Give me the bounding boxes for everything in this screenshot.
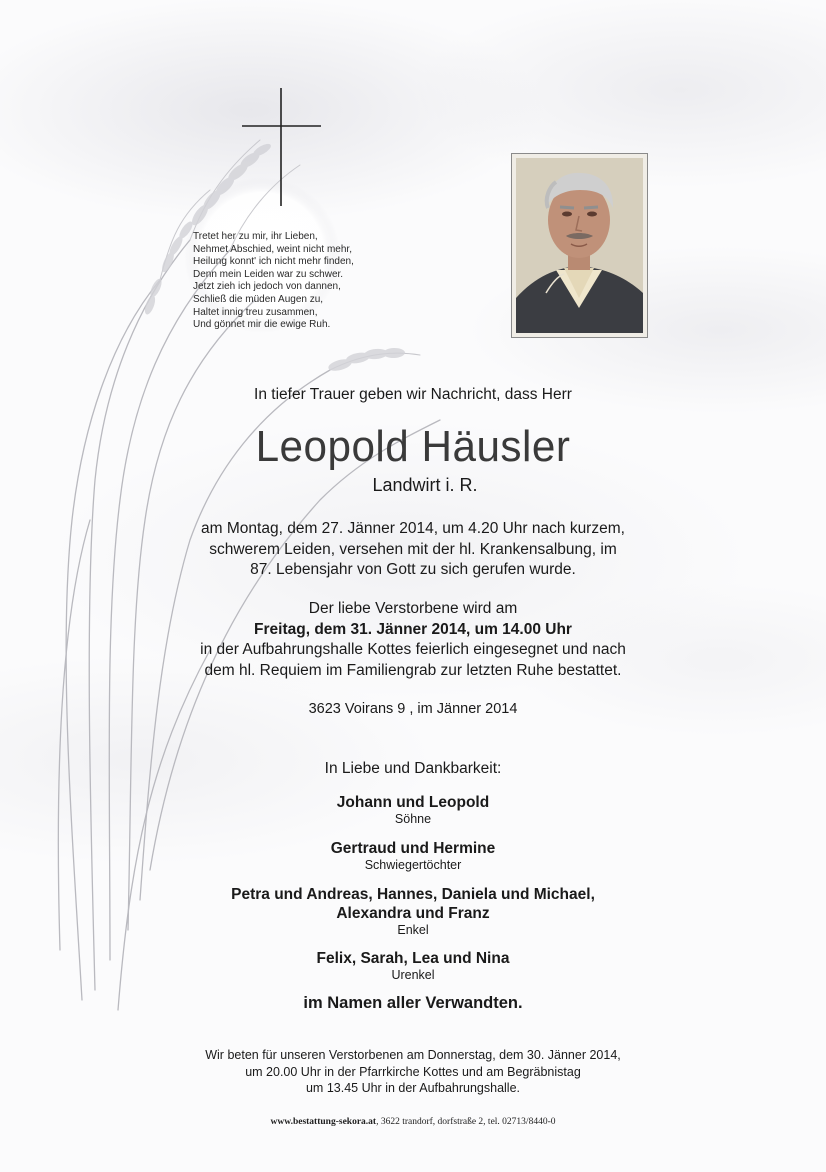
funeral-date: Freitag, dem 31. Jänner 2014, um 14.00 Uhr [254, 620, 572, 638]
family-group [0, 885, 826, 937]
family-relation: Söhne [394, 812, 432, 826]
prayer-notice [0, 1047, 826, 1097]
death-line: am Montag, dem 27. Jänner 2014, um 4.20 Uhr nach kurzem, [201, 520, 625, 537]
place-date: 3623 Voirans 9 , im Jänner 2014 [308, 701, 518, 717]
poem-line: Tretet her zu mir, ihr Lieben, [193, 231, 318, 242]
funeral-line-1: Der liebe Verstorbene wird am [308, 600, 518, 617]
intro-text: In tiefer Trauer geben wir Nachricht, dass Herr [254, 386, 572, 403]
footer-website[interactable]: www.bestattung-sekora.at [270, 1117, 377, 1127]
footer [0, 1117, 826, 1127]
signoff: im Namen aller Verwandten. [303, 994, 523, 1012]
poem-line: Denn mein Leiden war zu schwer. [193, 268, 344, 280]
death-line: 87. Lebensjahr von Gott zu sich gerufen wurde. [250, 561, 576, 578]
funeral-line-3: in der Aufbahrungshalle Kottes feierlich eingesegnet und nach [200, 641, 626, 658]
family-relation: Enkel [397, 923, 429, 937]
poem-line: Nehmet Abschied, weint nicht mehr, [193, 243, 352, 255]
memorial-poem [193, 231, 433, 332]
family-names: Johann und Leopold [336, 794, 490, 811]
deceased-occupation: Landwirt i. R. [372, 475, 478, 495]
poem-line: Heilung konnt' ich nicht mehr finden, [193, 256, 354, 268]
poem-line: Jetzt zieh ich jedoch von dannen, [193, 281, 341, 293]
family-names: Petra und Andreas, Hannes, Daniela und Michael, [231, 886, 595, 903]
death-announcement [0, 519, 826, 581]
poem-line: Haltet innig treu zusammen, [193, 306, 318, 318]
family-group [0, 949, 826, 982]
poem-line: Schließ die müden Augen zu, [193, 293, 324, 305]
prayer-line: um 20.00 Uhr in der Pfarrkirche Kottes und am Begräbnistag [245, 1064, 581, 1079]
family-group [0, 839, 826, 872]
funeral-line-4: dem hl. Requiem im Familiengrab zur letzten Ruhe bestattet. [204, 661, 622, 679]
thanks-heading: In Liebe und Dankbarkeit: [324, 760, 502, 777]
portrait-image [516, 158, 643, 333]
death-line: schwerem Leiden, versehen mit der hl. Krankensalbung, im [209, 540, 617, 558]
deceased-name: Leopold Häusler [255, 422, 571, 471]
portrait-photo [511, 153, 648, 338]
footer-contact: , 3622 trandorf, dorfstraße 2, tel. 02713/8440-0 [376, 1117, 556, 1127]
family-names: Alexandra und Franz [336, 905, 490, 922]
funeral-details [0, 599, 826, 681]
family-names: Felix, Sarah, Lea und Nina [316, 950, 510, 967]
prayer-line: Wir beten für unseren Verstorbenen am Donnerstag, dem 30. Jänner 2014, [205, 1048, 621, 1062]
family-group [0, 793, 826, 826]
prayer-line: um 13.45 Uhr in der Aufbahrungshalle. [305, 1081, 521, 1095]
poem-line: Und gönnet mir die ewige Ruh. [193, 319, 331, 331]
family-relation: Schwiegertöchter [364, 858, 462, 872]
family-names: Gertraud und Hermine [330, 840, 496, 857]
family-relation: Urenkel [391, 968, 435, 982]
